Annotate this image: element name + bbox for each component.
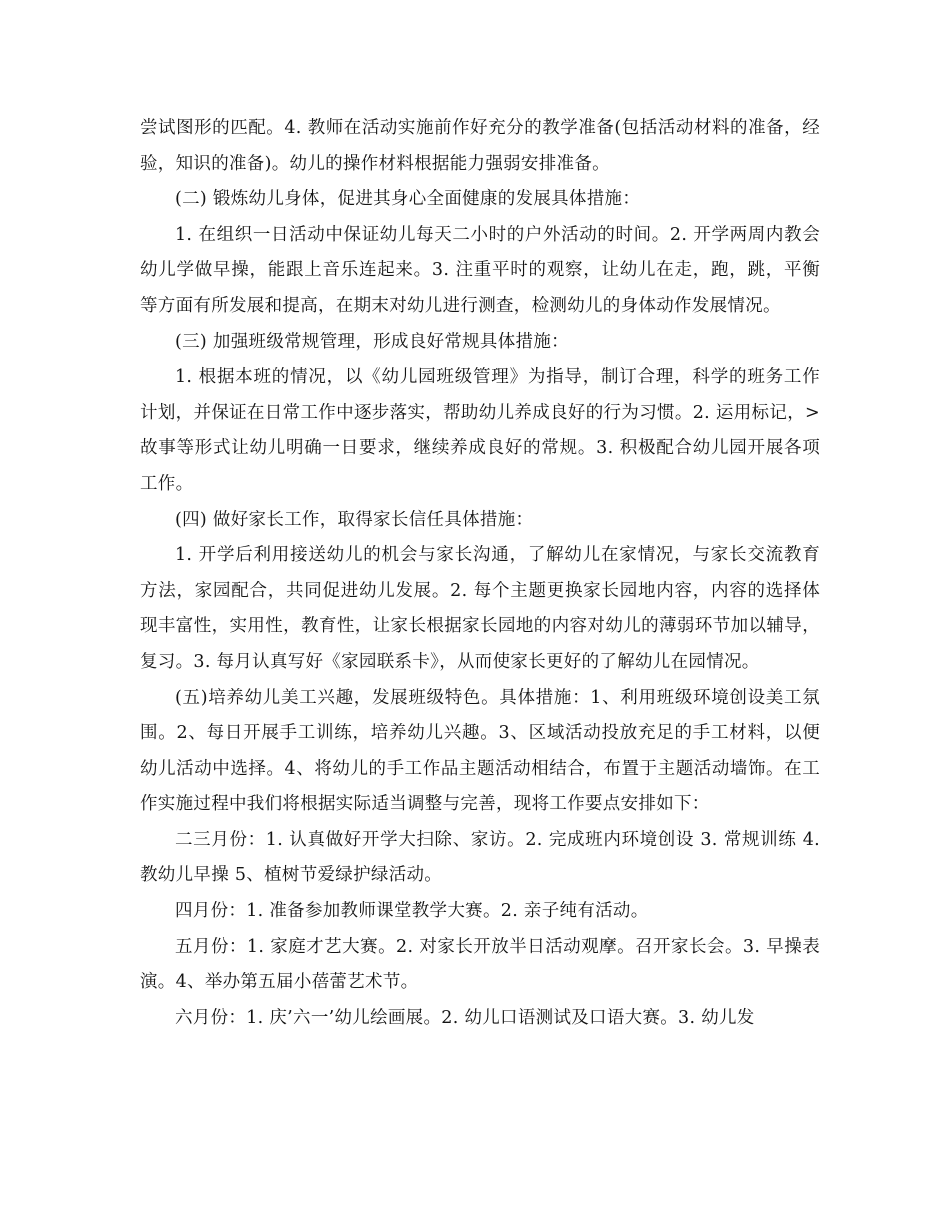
paragraph-measures-2: 1. 在组织一日活动中保证幼儿每天二小时的户外活动的时间。2. 开学两周内教会幼儿学做早操，能跟上音乐连起来。3. 注重平时的观察，让幼儿在走，跑，跳，平衡等方面有所发展和提高，在期末对幼儿进行测查，检测幼儿的身体动作发展情况。: [140, 224, 820, 316]
schedule-june: 六月份：1. 庆’六一’幼儿绘画展。2. 幼儿口语测试及口语大赛。3. 幼儿发: [175, 1007, 755, 1028]
paragraph-continuation: 尝试图形的匹配。4. 教师在活动实施前作好充分的教学准备(包括活动材料的准备，经验，知识的准备)。幼儿的操作材料根据能力强弱安排准备。: [140, 118, 820, 174]
schedule-april: 四月份：1. 准备参加教师课堂教学大赛。2. 亲子纯有活动。: [175, 901, 649, 922]
paragraph-section-5: (五)培养幼儿美工兴趣，发展班级特色。具体措施：1、利用班级环境创设美工氛围。2、每日开展手工训练，培养幼儿兴趣。3、区域活动投放充足的手工材料，以便幼儿活动中选择。4、将幼儿的手工作品主题活动相结合，布置于主题活动墙饰。在工作实施过程中我们将根据实际适当调整与完善，现将工作要点安排如下：: [140, 687, 820, 815]
section-heading-3: (三) 加强班级常规管理，形成良好常规具体措施：: [175, 331, 569, 352]
schedule-feb-mar: 二三月份：1. 认真做好开学大扫除、家访。2. 完成班内环境创设 3. 常规训练 4. 教幼儿早操 5、植树节爱绿护绿活动。: [140, 829, 820, 886]
paragraph-measures-3: 1. 根据本班的情况，以《幼儿园班级管理》为指导，制订合理，科学的班务工作计划，并保证在日常工作中逐步落实，帮助幼儿养成良好的行为习惯。2. 运用标记，>故事等形式让幼儿明确一日要求，继续养成良好的常规。3. 积极配合幼儿园开展各项工作。: [140, 367, 820, 494]
section-heading-2: (二) 锻炼幼儿身体，促进其身心全面健康的发展具体措施：: [175, 189, 641, 210]
schedule-may: 五月份：1. 家庭才艺大赛。2. 对家长开放半日活动观摩。召开家长会。3. 早操表演。4、举办第五届小蓓蕾艺术节。: [140, 936, 820, 993]
section-heading-4: (四) 做好家长工作，取得家长信任具体措施：: [175, 509, 534, 530]
document-body: [140, 111, 820, 1036]
paragraph-measures-4: 1. 开学后利用接送幼儿的机会与家长沟通，了解幼儿在家情况，与家长交流教育方法，家园配合，共同促进幼儿发展。2. 每个主题更换家长园地内容，内容的选择体现丰富性，实用性，教育性，让家长根据家长园地的内容对幼儿的薄弱环节加以辅导，复习。3. 每月认真写好《家园联系卡》，从而使家长更好的了解幼儿在园情况。: [140, 545, 820, 672]
